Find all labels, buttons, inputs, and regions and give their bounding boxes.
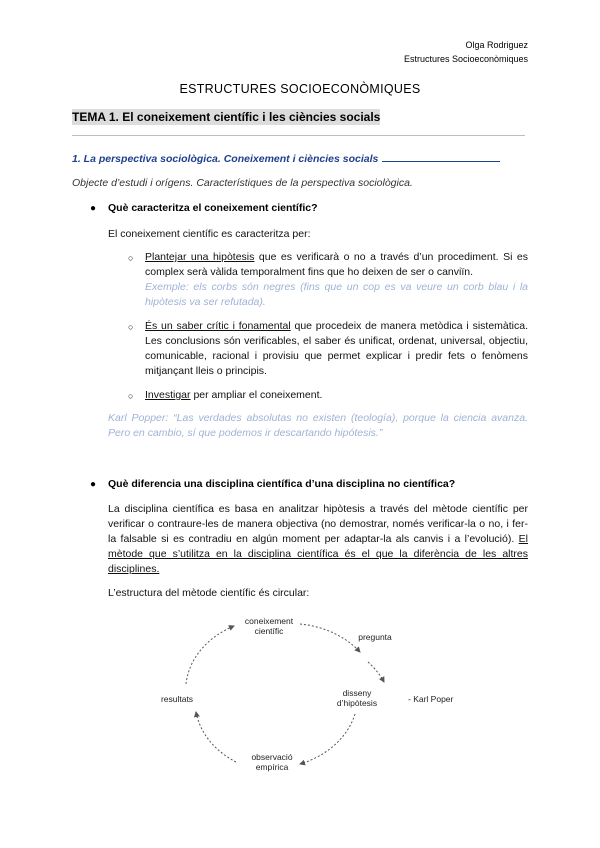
arc-coneixement-pregunta <box>300 624 360 652</box>
circle-bullet-icon: ○ <box>128 391 134 401</box>
node-coneixement: coneixement científic <box>244 616 294 636</box>
node-disseny: disseny d’hipòtesis <box>336 688 378 708</box>
q1-intro: El coneixement científic es caracteritza per: <box>108 228 311 240</box>
circle-bullet-icon: ○ <box>128 253 134 263</box>
q1-item-1 <box>145 250 528 309</box>
node-observacio: observació empírica <box>251 752 293 772</box>
header-subject: Estructures Socioeconòmiques <box>403 54 528 64</box>
item-1-lead: Plantejar una hipòtesis <box>145 251 255 263</box>
tema-heading: TEMA 1. El coneixement científic i les ciències socials <box>72 110 381 124</box>
item-1-example: Exemple: els corbs són negres (fins que un cop es va veure un corb blau i la hipòtesis va ser refutada). <box>145 281 528 308</box>
q2-para-underlined: El mètode que s’utilitza en la disciplina científica és el que la diferència de les altres disciplines. <box>108 533 528 575</box>
heading-blank-line <box>382 152 500 162</box>
bullet-dot-icon: ● <box>90 479 97 490</box>
circle-bullet-icon: ○ <box>128 322 134 332</box>
q2-estructura: L’estructura del mètode científic és circular: <box>108 587 310 599</box>
bullet-dot-icon: ● <box>90 203 97 214</box>
q1-item-2 <box>145 319 528 379</box>
item-1-text: que es verificarà o no a través d’un procediment. Si es complex serà vàlida temporalment fins que ho deixen de ser o canviïn. <box>145 251 528 278</box>
popper-quote: Karl Popper: “Las verdades absolutas no existen (teología), porque la ciencia avanza. Pero en cambio, sí que podemos ir descartando hipótesis.” <box>108 412 528 439</box>
item-2-text: que procedeix de manera metòdica i sistemàtica. Les conclusions són verificables, el saber és unificat, ordenat, universal, objectiu, comunicable, racional i provisiu que permet explicar i predir fets o fenòmens mitjançant lleis o principis. <box>145 320 528 377</box>
section-heading <box>72 152 500 165</box>
item-2-lead: És un saber crític i fonamental <box>145 320 291 332</box>
diagram-note: - Karl Poper <box>408 694 454 704</box>
arc-resultats-coneixement <box>186 626 234 684</box>
arc-pregunta-disseny <box>368 662 384 682</box>
q1-item-3 <box>145 388 322 403</box>
node-pregunta: pregunta <box>358 632 392 642</box>
question-2: Què diferencia una disciplina científica d’una disciplina no científica? <box>108 478 456 490</box>
item-3-lead: Investigar <box>145 389 191 401</box>
header-author: Olga Rodriguez <box>465 40 528 50</box>
question-1: Què caracteritza el coneixement científic? <box>108 202 318 214</box>
item-3-text: per ampliar el coneixement. <box>190 389 323 401</box>
document-title: ESTRUCTURES SOCIOECONÒMIQUES <box>179 82 421 96</box>
section-subtitle: Objecte d’estudi i orígens. Característiques de la perspectiva sociològica. <box>72 177 413 189</box>
arc-observacio-resultats <box>196 712 236 762</box>
q2-paragraph <box>108 502 528 577</box>
arc-disseny-observacio <box>300 714 355 764</box>
section-heading-text: 1. La perspectiva sociològica. Coneixement i ciències socials <box>72 153 379 165</box>
node-resultats: resultats <box>160 694 194 704</box>
q2-para-text: La disciplina científica es basa en analitzar hipòtesis a través del mètode científic per verificar o contraure-les de manera objectiva (no demostrar, només verificar-la o no, i fer-la falsable si es contradiu en algún moment per adaptar-la als canvis i a l’evolució). <box>108 503 528 545</box>
divider <box>72 135 525 136</box>
